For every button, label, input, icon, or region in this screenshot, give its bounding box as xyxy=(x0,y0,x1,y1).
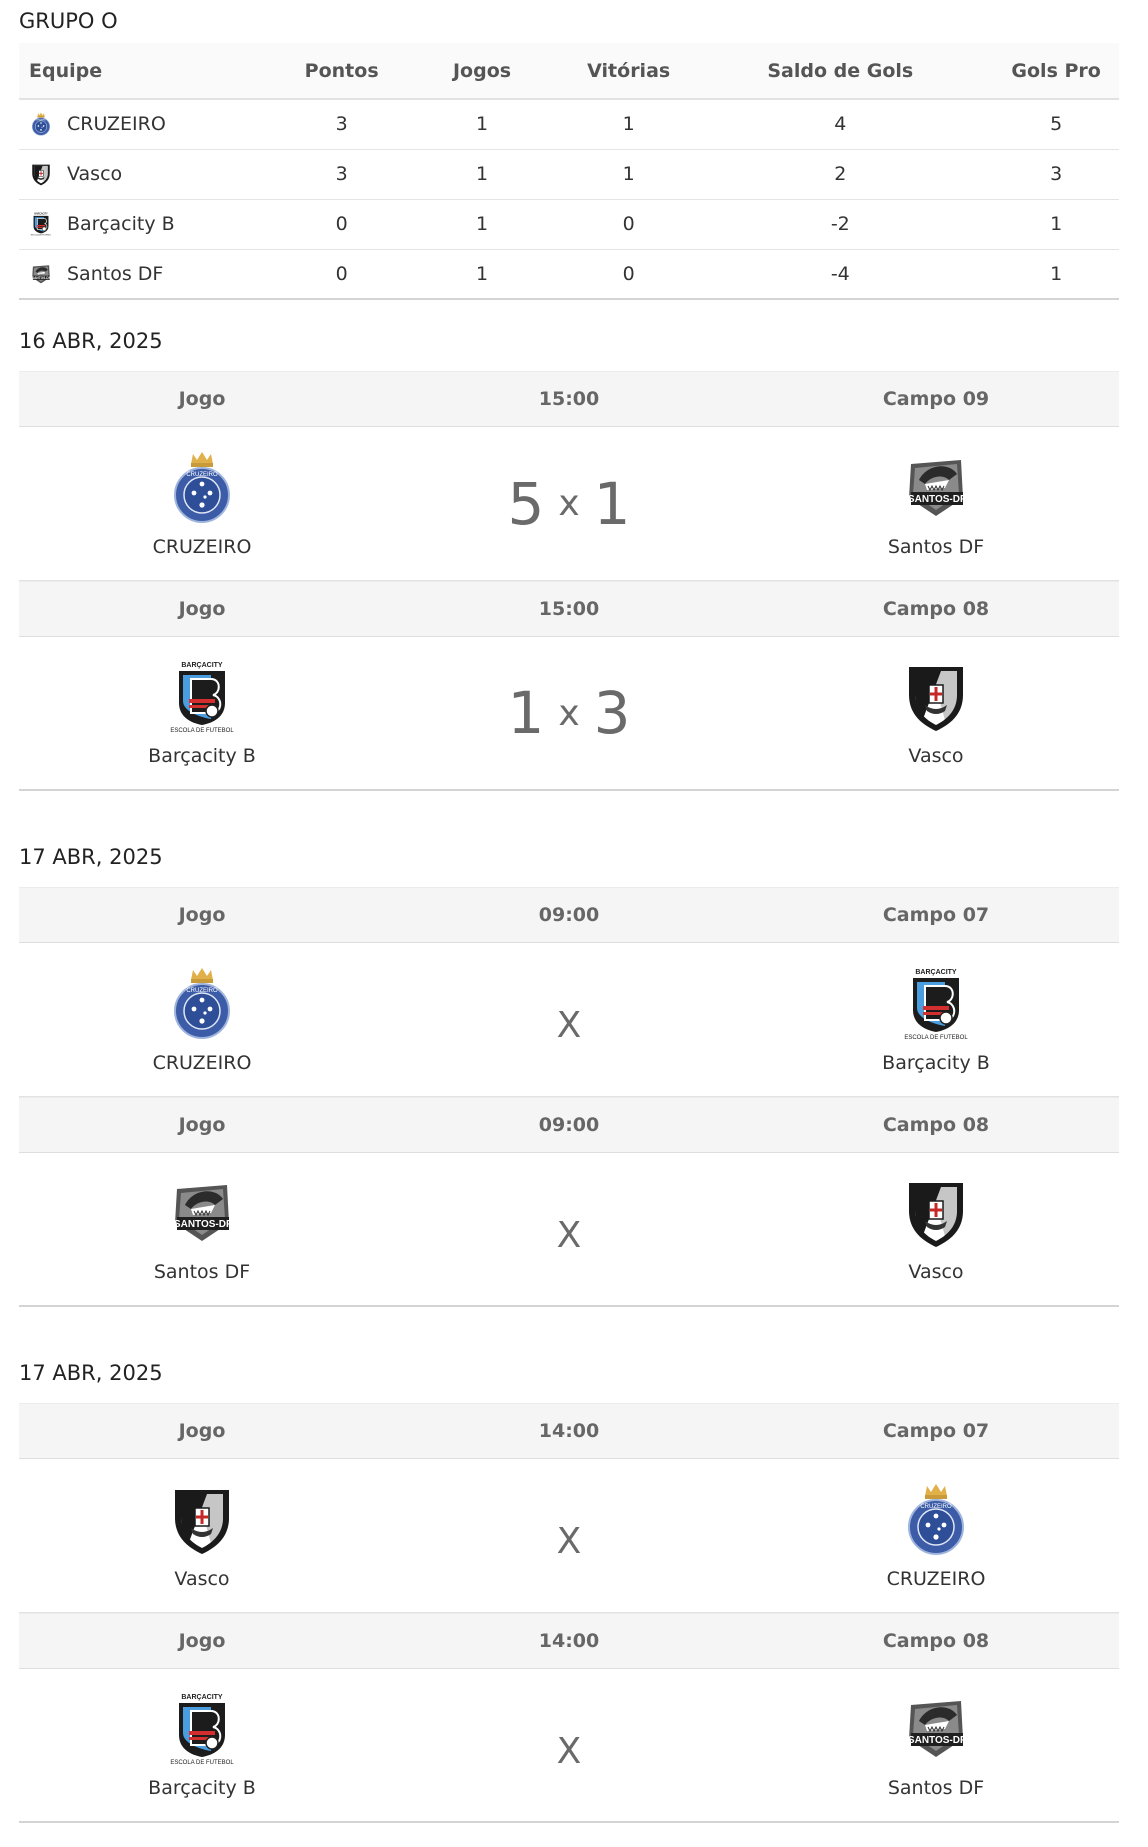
match-row[interactable] xyxy=(19,637,1119,791)
vitorias-cell: 0 xyxy=(570,199,687,249)
gols-pro-cell: 1 xyxy=(993,249,1119,299)
cruzeiro-crest-icon xyxy=(901,1482,971,1556)
team-name[interactable]: Vasco xyxy=(67,163,123,185)
match-score xyxy=(385,1203,753,1256)
away-team-name: Barçacity B xyxy=(882,1051,990,1074)
standings-table xyxy=(19,43,1119,300)
saldo-cell: -4 xyxy=(687,249,993,299)
score-separator: x xyxy=(558,483,580,524)
vasco-crest-icon xyxy=(901,1175,971,1249)
match-row[interactable] xyxy=(19,1669,1119,1823)
home-team-name: CRUZEIRO xyxy=(152,535,252,558)
match-header xyxy=(19,581,1119,637)
match-date: 17 ABR, 2025 xyxy=(19,1361,163,1385)
header-equipe: Equipe xyxy=(19,43,289,99)
header-jogos: Jogos xyxy=(394,43,570,99)
team-name[interactable]: Santos DF xyxy=(67,262,164,285)
match-label: Jogo xyxy=(178,598,226,620)
group-title: GRUPO O xyxy=(19,9,118,33)
match-time: 09:00 xyxy=(538,1114,600,1136)
match-row[interactable] xyxy=(19,1459,1119,1613)
match-time: 15:00 xyxy=(538,598,600,620)
match-score xyxy=(385,1719,753,1772)
home-team-name: Santos DF xyxy=(153,1261,251,1283)
away-team[interactable] xyxy=(753,966,1119,1074)
match-field: Campo 08 xyxy=(882,1630,990,1652)
jogos-cell: 1 xyxy=(394,99,570,149)
saldo-cell: -2 xyxy=(687,199,993,249)
home-team[interactable] xyxy=(19,1482,385,1590)
score-separator: X xyxy=(556,1521,582,1562)
home-team[interactable] xyxy=(19,1691,385,1799)
away-team[interactable] xyxy=(753,1175,1119,1283)
match-label: Jogo xyxy=(178,1420,226,1442)
match-score xyxy=(385,1509,753,1562)
match-date: 16 ABR, 2025 xyxy=(19,329,163,353)
match-row[interactable] xyxy=(19,427,1119,581)
jogos-cell: 1 xyxy=(394,199,570,249)
away-team[interactable] xyxy=(753,450,1119,558)
match-label: Jogo xyxy=(178,388,226,410)
santos-df-crest-icon xyxy=(901,450,971,524)
match-row[interactable] xyxy=(19,943,1119,1097)
away-goals: 1 xyxy=(593,469,631,538)
match-header xyxy=(19,1613,1119,1669)
pontos-cell: 3 xyxy=(289,99,394,149)
barcacity-crest-icon xyxy=(29,212,53,236)
home-team[interactable] xyxy=(19,659,385,767)
home-team[interactable] xyxy=(19,450,385,558)
pontos-cell: 0 xyxy=(289,249,394,299)
home-team-name: Barçacity B xyxy=(148,745,256,767)
santos-df-crest-icon xyxy=(901,1691,971,1765)
score-separator: X xyxy=(556,1214,582,1256)
match-day xyxy=(19,311,1119,791)
header-saldo-de-gols: Saldo de Gols xyxy=(687,43,993,99)
cruzeiro-crest-icon xyxy=(167,450,237,524)
match-score xyxy=(385,993,753,1046)
pontos-cell: 0 xyxy=(289,199,394,249)
vitorias-cell: 1 xyxy=(570,99,687,149)
header-gols-pro: Gols Pro xyxy=(993,43,1119,99)
jogos-cell: 1 xyxy=(394,149,570,199)
table-row xyxy=(19,99,1119,149)
saldo-cell: 2 xyxy=(687,149,993,199)
team-cell[interactable] xyxy=(19,199,289,249)
match-label: Jogo xyxy=(178,1630,226,1652)
away-team-name: CRUZEIRO xyxy=(886,1567,986,1590)
header-pontos: Pontos xyxy=(289,43,394,99)
barcacity-crest-icon xyxy=(167,659,237,733)
gols-pro-cell: 5 xyxy=(993,99,1119,149)
home-team[interactable] xyxy=(19,1175,385,1283)
standings-header-row xyxy=(19,43,1119,99)
santos-df-crest-icon xyxy=(29,262,53,286)
pontos-cell: 3 xyxy=(289,149,394,199)
home-team-name: Vasco xyxy=(174,1567,230,1590)
match-date: 17 ABR, 2025 xyxy=(19,845,163,869)
away-team-name: Santos DF xyxy=(887,1777,985,1799)
team-cell[interactable] xyxy=(19,149,289,199)
match-label: Jogo xyxy=(178,904,226,926)
team-name[interactable]: Barçacity B xyxy=(67,213,175,235)
match-field: Campo 07 xyxy=(882,1420,990,1442)
match-field: Campo 08 xyxy=(882,1114,990,1136)
score-separator: x xyxy=(558,692,580,734)
team-name[interactable]: CRUZEIRO xyxy=(67,113,166,136)
home-goals: 1 xyxy=(507,679,545,747)
vasco-crest-icon xyxy=(901,659,971,733)
away-team-name: Vasco xyxy=(908,745,964,767)
vasco-crest-icon xyxy=(167,1482,237,1556)
gols-pro-cell: 1 xyxy=(993,199,1119,249)
match-header xyxy=(19,1097,1119,1153)
away-team-name: Vasco xyxy=(908,1261,964,1283)
vitorias-cell: 1 xyxy=(570,149,687,199)
cruzeiro-crest-icon xyxy=(167,966,237,1040)
gols-pro-cell: 3 xyxy=(993,149,1119,199)
table-row xyxy=(19,249,1119,299)
match-field: Campo 09 xyxy=(882,388,990,410)
match-time: 09:00 xyxy=(538,904,600,926)
away-team[interactable] xyxy=(753,659,1119,767)
team-cell[interactable] xyxy=(19,99,289,149)
match-score xyxy=(385,470,753,538)
team-cell[interactable] xyxy=(19,249,289,299)
away-team[interactable] xyxy=(753,1691,1119,1799)
match-row[interactable] xyxy=(19,1153,1119,1307)
match-day xyxy=(19,827,1119,1307)
match-score xyxy=(385,679,753,747)
santos-df-crest-icon xyxy=(167,1175,237,1249)
barcacity-crest-icon xyxy=(901,966,971,1040)
cruzeiro-crest-icon xyxy=(29,112,53,136)
away-team[interactable] xyxy=(753,1482,1119,1590)
saldo-cell: 4 xyxy=(687,99,993,149)
score-separator: X xyxy=(556,1730,582,1772)
match-time: 15:00 xyxy=(538,388,600,410)
home-goals: 5 xyxy=(507,469,545,538)
match-label: Jogo xyxy=(178,1114,226,1136)
home-team-name: CRUZEIRO xyxy=(152,1051,252,1074)
home-team[interactable] xyxy=(19,966,385,1074)
table-row xyxy=(19,199,1119,249)
vasco-crest-icon xyxy=(29,162,53,186)
match-header xyxy=(19,371,1119,427)
match-time: 14:00 xyxy=(538,1420,600,1442)
table-row xyxy=(19,149,1119,199)
away-team-name: Santos DF xyxy=(887,535,985,558)
match-header xyxy=(19,887,1119,943)
match-time: 14:00 xyxy=(538,1630,600,1652)
score-separator: X xyxy=(556,1005,582,1046)
match-field: Campo 07 xyxy=(882,904,990,926)
match-header xyxy=(19,1403,1119,1459)
barcacity-crest-icon xyxy=(167,1691,237,1765)
header-vitorias: Vitórias xyxy=(570,43,687,99)
away-goals: 3 xyxy=(593,679,631,747)
match-day xyxy=(19,1343,1119,1823)
vitorias-cell: 0 xyxy=(570,249,687,299)
standings-page xyxy=(19,0,1119,1823)
home-team-name: Barçacity B xyxy=(148,1777,256,1799)
match-field: Campo 08 xyxy=(882,598,990,620)
jogos-cell: 1 xyxy=(394,249,570,299)
